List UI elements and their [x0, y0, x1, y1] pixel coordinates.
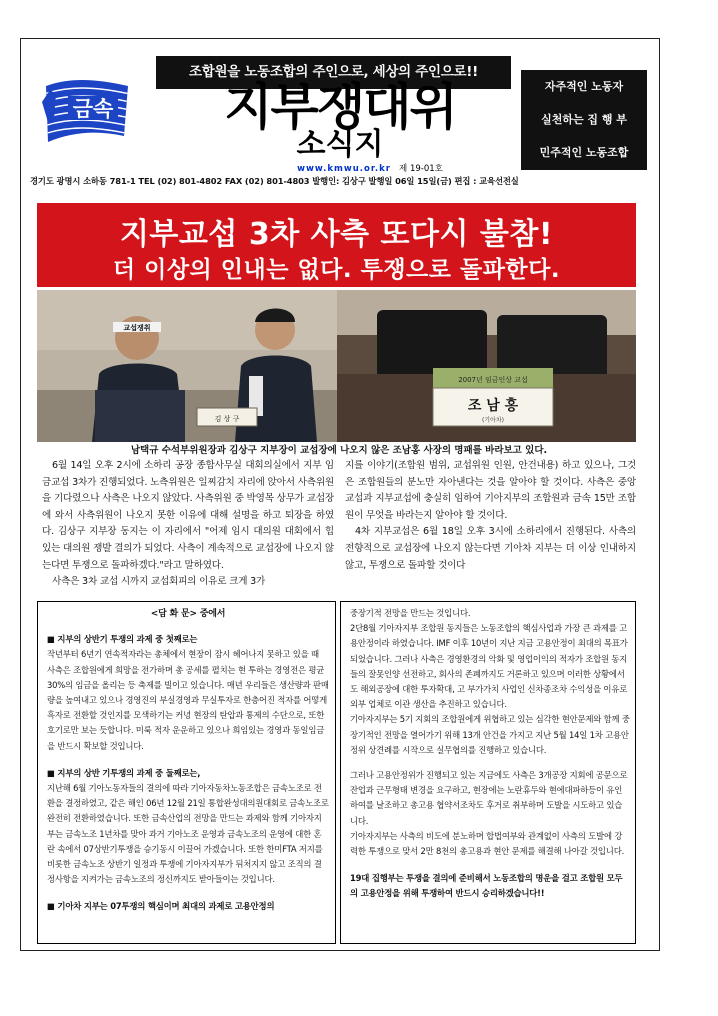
publisher-address: 경기도 광명시 소하동 781-1 TEL (02) 801-4802 FAX (02) 801-4803 발행인: 김상구 발행일 06일 15일(금) 편집 : 교육선전실 — [30, 176, 519, 186]
statement-box-right — [340, 601, 636, 944]
issue-line — [250, 162, 490, 174]
newsletter-title: 지부쟁대위 — [224, 78, 456, 136]
statement-right-paragraph-1: 중장기적 전망을 만드는 것입니다. — [350, 608, 471, 618]
headline-secondary: 더 이상의 인내는 없다. 투쟁으로 돌파한다. — [112, 257, 561, 283]
motto-line-2: 실천하는 집 행 부 — [541, 113, 627, 126]
statement-section-1-body: 작년부터 6년기 연속적자라는 총체에서 현장이 잠시 헤어나지 못하고 있을 때 사측은 조합원에게 희망을 전가하며 총 공세를 펼치는 현 투하는 경영전은 평균30%의 임금을 올리는 등 축제를 빌이고 있습니다. 매년 우리들은 생산량과 판매량을 높여내고 있으나 경영진의 부실경영과 무실투자로 한층어진 적자를 어떻게 흑자로 전환할 것인지를 모색하기는 커녕 현장의 탄압과 통제의 수단으로, 또한 호기로만 보는 듯합니다. 미룩 적자 운운하고 있으나 희임있는 경영과 동일임금을 반드시 확보할 것입니다. — [47, 649, 329, 751]
slogan-banner: 조합원을 노동조합의 주인으로, 세상의 주인으로!! — [156, 56, 511, 89]
logo-text: 금속 — [72, 97, 114, 121]
website-url: www.kmwu.or.kr — [297, 164, 391, 174]
article-left-column — [42, 458, 334, 591]
article-left-paragraph-1: 6월 14일 오후 2시에 소하리 공장 종합사무실 대회의실에서 지부 임금교섭 3차가 진행되었다. 노측위원은 일찌감치 자리에 앉아서 사측위원을 기다렸으나 사측은 나오지 않았다. 사측위원 중 박영목 상무가 교섭장에 와서 사측위원이 나오지 못한 이유에 대해 설명을 하고 퇴장을 하였다. 김상구 지부장 동지는 이 자리에서 "어제 임시 대의원 대회에서 힙 있는 대의원 쟁발 결의가 되었다. 사측이 계속적으로 교섭장에 나오지 않는다면 투쟁으로 돌파하겠다."라고 말하였다. — [42, 460, 334, 571]
headline-banner — [37, 203, 636, 287]
statement-section-1-title: ■ 지부의 상반기 투쟁의 과제 중 첫째로는 — [47, 634, 198, 645]
article-left-paragraph-2: 사측은 3차 교섭 시까지 교섭회피의 이유로 크게 3가 — [52, 576, 266, 588]
statement-box-left — [37, 601, 336, 944]
nameplate-name: 조 남 홍 — [467, 398, 519, 414]
news-photo — [37, 290, 636, 442]
photo-caption: 남택규 수석부위원장과 김상구 지부장이 교섭장에 나오지 않은 조남홍 사장의 명패를 바라보고 있다. — [130, 445, 548, 456]
nameplate-top: 2007년 임금인상 교섭 — [458, 376, 528, 384]
newsletter-subtitle: 소식지 — [296, 127, 384, 162]
article-right-column — [345, 458, 636, 574]
article-right-paragraph-1: 지를 이야기(조합원 범위, 교섭위원 인원, 안건내용) 하고 있으나, 그것은 조합원들의 분노만 자아낸다는 것을 알아야 할 것이다. 사측은 중앙교섭과 지부교섭에 충실히 임하여 기아지부의 조합원과 금속 15만 조합원이 무엇을 바라는지 알아야 할 것이다. — [345, 460, 636, 521]
small-nameplate: 김 상 구 — [214, 415, 240, 423]
issue-number: 제 19-01호 — [399, 164, 443, 174]
statement-section-2-body: 지난해 6월 기아노동자들의 결의에 따라 기아자동차노동조합은 금속노조로 전환을 결정하였고, 같은 해인 06년 12월 21일 통합완성대의원대회로 금속노조로 완전히 전환하였습니다. 또한 금속산업의 전망을 만드는 과제와 함께 기아자지부는 금속노조 1년차를 맞아 과거 기아노조 운영과 금속노조의 운영에 대한 혼란 속에서 07상반기투쟁을 승기동시 이끌어 가겠습니다. 또한 한미FTA 저지를 비롯한 금속노조 상반기 일정과 투쟁에 기아자지부가 뒤처지지 않고 조직의 결정사항을 지켜가는 금속노조의 정신까지도 받아들이는 것입니다. — [47, 783, 329, 885]
statement-right-paragraph-4: 그러나 고용안정위가 진행되고 있는 지금에도 사측은 3개공장 지회에 공문으로 잔업과 근무형태 변경을 요구하고, 현장에는 노란휴두와 현에대파하등이 유인하여를 날조하고 총고용 협약서조차도 후거로 취부하며 도발을 시도하고 있습니다. — [350, 770, 628, 826]
article-right-paragraph-2: 4차 지부교섭은 6월 18일 오후 3시에 소하리에서 진행된다. 사측의 전향적으로 교섭장에 나오지 않는다면 기아차 지부는 더 이상 인내하지 않고, 투쟁으로 돌파할 것이다 — [345, 526, 636, 571]
motto-line-1: 자주적인 노동자 — [544, 80, 624, 93]
headband-text: 교섭쟁취 — [123, 324, 151, 332]
statement-title: <담 화 문> 중에서 — [150, 609, 226, 619]
motto-box — [521, 70, 647, 170]
motto-line-3: 민주적인 노동조합 — [539, 146, 629, 159]
headline-primary: 지부교섭 3차 사측 또다시 불참! — [119, 217, 554, 252]
statement-right-paragraph-5: 기아자지부는 사측의 비도에 분노하며 합법여부와 관계없이 사측의 도발에 강력한 투쟁으로 맞서 2만 8천의 총고용과 현안 문제를 해결해 나아갈 것입니다. — [350, 830, 625, 857]
statement-closing-pledge: 19대 집행부는 투쟁을 결의에 준비해서 노동조합의 명운을 걸고 조합원 모두의 고용안정을 위해 투쟁하여 반드시 승리하겠습니다!! — [350, 873, 623, 899]
statement-section-3-title: ■ 기아차 지부는 07투쟁의 핵심이며 최대의 과제로 고용안정의 — [47, 901, 275, 912]
statement-section-2-title: ■ 지부의 상반 기투쟁의 과제 중 둘째로는, — [47, 767, 201, 778]
statement-right-paragraph-3: 기아자지부는 5기 지회의 조합원에게 위협하고 있는 심각한 현안문제와 함께 중장기적인 전망을 열어가기 위해 13개 안건을 가지고 지난 5월 14일 1차 고용안정위 상견례를 시작으로 실무협의를 진행하고 있습니다. — [350, 714, 630, 755]
nameplate-sub: (기아차) — [481, 417, 505, 424]
union-logo — [38, 72, 138, 152]
statement-right-paragraph-2: 2단8월 기아자지부 조합원 동지들은 노동조합의 핵심사업과 가장 큰 과제를 고용안정이라 하였습니다. IMF 이후 10년이 지난 지금 고용안정이 최대의 목표가 되었습니다. 그러나 사측은 경영환경의 악화 및 영업이익의 적자가 조합원 동지들의 잘못인양 선전하고, 회사의 존폐까지도 거론하고 있으며 이러한 상황에서도 해외공장에 대한 투자확대, 고 부가가치 사업인 신차종조차 수익성을 이유로 외부 업체로 이관 생산을 추진하고 있습니다. — [350, 623, 628, 710]
